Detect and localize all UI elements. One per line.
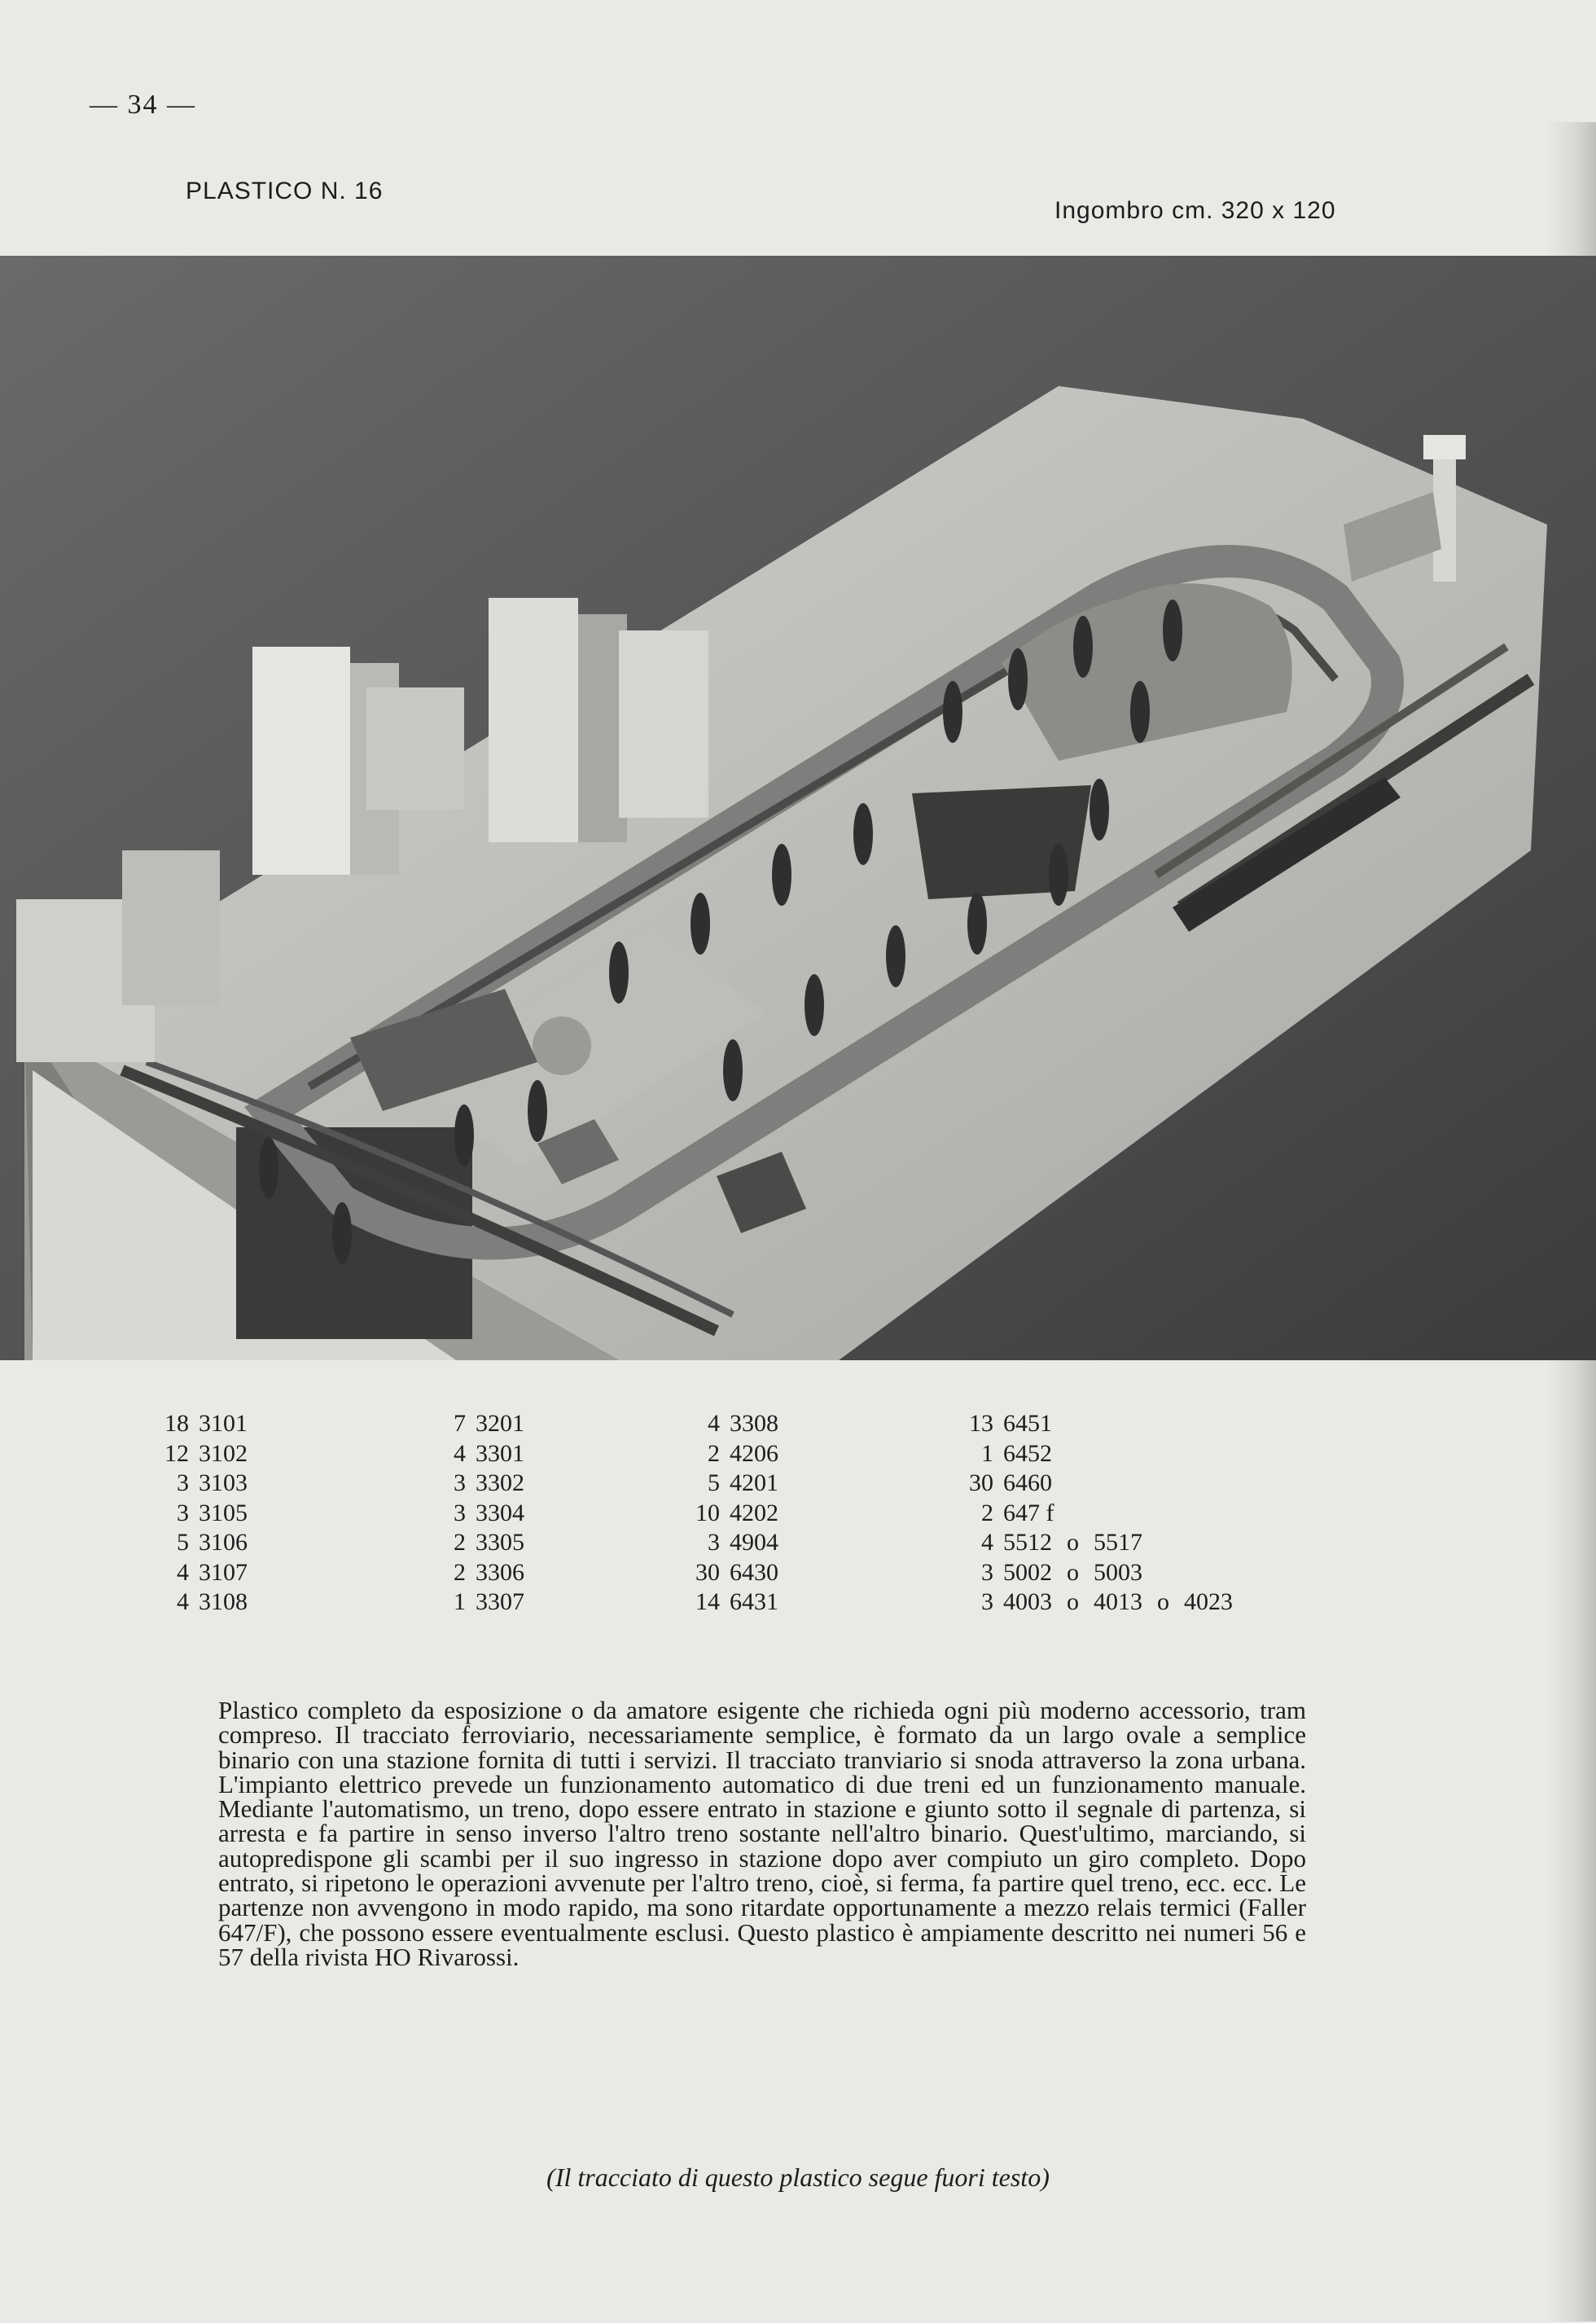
parts-column-2: [423, 1409, 524, 1618]
part-code: 3201: [476, 1410, 524, 1437]
part-code: 4201: [730, 1469, 778, 1496]
part-quantity: 4: [177, 1558, 189, 1586]
part-quantity: 2: [454, 1529, 466, 1556]
parts-row: [147, 1439, 248, 1469]
parts-row: [677, 1587, 778, 1618]
part-quantity: 4: [454, 1439, 466, 1467]
layout-description: [218, 1698, 1306, 1970]
parts-row: [423, 1587, 524, 1618]
page-number: — 34 —: [90, 90, 196, 120]
part-code: 3305: [476, 1529, 524, 1556]
part-code-alternative: 5517: [1094, 1529, 1142, 1556]
parts-column-4: [951, 1409, 1233, 1618]
part-code: 3102: [199, 1439, 248, 1467]
part-quantity: 4: [177, 1588, 189, 1615]
parts-row: [677, 1409, 778, 1439]
layout-dimensions: Ingombro cm. 320 x 120: [1054, 197, 1336, 224]
part-quantity: 4: [708, 1410, 720, 1437]
part-quantity: 1: [454, 1588, 466, 1615]
part-code: 6452: [1003, 1439, 1052, 1467]
parts-row: [677, 1439, 778, 1469]
part-code: 6451: [1003, 1410, 1052, 1437]
part-code: 3103: [199, 1469, 248, 1496]
parts-row: [951, 1409, 1233, 1439]
part-code: 3105: [199, 1499, 248, 1526]
part-quantity: 2: [981, 1499, 993, 1526]
footnote: (Il tracciato di questo plastico segue fuori testo): [546, 2163, 1050, 2192]
part-code: 6431: [730, 1588, 778, 1615]
part-quantity: 3: [708, 1529, 720, 1556]
alternative-separator: o: [1067, 1588, 1079, 1615]
parts-row: [677, 1558, 778, 1588]
part-code: 3108: [199, 1588, 248, 1615]
description-paragraph: Plastico completo da esposizione o da amatore esigente che richieda ogni più moderno accessorio, tram compreso. Il tracciato ferroviario, necessariamente semplice, è formato da un largo ovale a semplice binario con una stazione fornita di tutti i servizi. Il tracciato tranviario si snoda attraverso la zona urbana. L'impianto elettrico prevede un funzionamento automatico di due treni ed un funzionamento manuale. Mediante l'automatismo, un treno, dopo essere entrato in stazione e giunto sotto il segnale di partenza, si arresta e fa partire in senso inverso l'altro treno sostante nell'altro binario. Quest'ultimo, marciando, si autopredispone gli scambi per il suo ingresso in stazione dopo aver compiuto un giro completo. Dopo entrato, si ripetono le operazioni avvenute per l'altro treno, cioè, si ferma, fa partire quel treno, ecc. ecc. Le partenze non avvengono in modo rapido, ma sono ritardate opportunamente a mezzo relais termici (Faller 647/F), che possono essere eventualmente esclusi. Questo plastico è ampiamente descritto nei numeri 56 e 57 della rivista HO Rivarossi.: [218, 1696, 1306, 1971]
part-quantity: 5: [177, 1529, 189, 1556]
part-code-alternative: 4013: [1094, 1588, 1142, 1615]
part-quantity: 3: [177, 1469, 189, 1496]
part-code: 3301: [476, 1439, 524, 1467]
layout-model-photo: [0, 256, 1596, 1360]
parts-row: [951, 1558, 1233, 1588]
part-code: 5002: [1003, 1558, 1052, 1586]
parts-list-table: [0, 1409, 1596, 1621]
part-quantity: 30: [695, 1558, 720, 1586]
part-code: 6430: [730, 1558, 778, 1586]
part-quantity: 3: [454, 1499, 466, 1526]
part-quantity: 12: [164, 1439, 189, 1467]
part-quantity: 14: [695, 1588, 720, 1615]
parts-row: [423, 1439, 524, 1469]
part-quantity: 7: [454, 1410, 466, 1437]
part-code: 3304: [476, 1499, 524, 1526]
part-code-alternative: 4023: [1184, 1588, 1233, 1615]
parts-row: [951, 1587, 1233, 1618]
part-quantity: 10: [695, 1499, 720, 1526]
part-quantity: 18: [164, 1410, 189, 1437]
parts-row: [147, 1499, 248, 1529]
part-code: 3101: [199, 1410, 248, 1437]
part-code: 3306: [476, 1558, 524, 1586]
parts-row: [147, 1528, 248, 1558]
part-code: 4206: [730, 1439, 778, 1467]
alternative-separator: o: [1157, 1588, 1169, 1615]
part-code: 647 f: [1003, 1499, 1054, 1526]
plate-title: PLASTICO N. 16: [186, 178, 384, 204]
part-code: 5512: [1003, 1529, 1052, 1556]
parts-column-3: [677, 1409, 778, 1618]
part-quantity: 30: [969, 1469, 993, 1496]
part-code: 4003: [1003, 1588, 1052, 1615]
part-quantity: 1: [981, 1439, 993, 1467]
part-code: 3307: [476, 1588, 524, 1615]
parts-column-1: [147, 1409, 248, 1618]
part-quantity: 4: [981, 1529, 993, 1556]
alternative-separator: o: [1067, 1558, 1079, 1586]
part-code: 3308: [730, 1410, 778, 1437]
part-quantity: 3: [177, 1499, 189, 1526]
part-quantity: 2: [708, 1439, 720, 1467]
part-code: 3107: [199, 1558, 248, 1586]
part-quantity: 13: [969, 1410, 993, 1437]
parts-row: [147, 1469, 248, 1499]
parts-row: [423, 1469, 524, 1499]
parts-row: [951, 1528, 1233, 1558]
parts-row: [147, 1587, 248, 1618]
part-code: 4202: [730, 1499, 778, 1526]
parts-row: [147, 1558, 248, 1588]
part-quantity: 2: [454, 1558, 466, 1586]
parts-row: [423, 1528, 524, 1558]
part-quantity: 5: [708, 1469, 720, 1496]
alternative-separator: o: [1067, 1529, 1079, 1556]
parts-row: [423, 1499, 524, 1529]
parts-row: [677, 1528, 778, 1558]
parts-row: [951, 1499, 1233, 1529]
parts-row: [423, 1409, 524, 1439]
parts-row: [951, 1469, 1233, 1499]
part-code: 6460: [1003, 1469, 1052, 1496]
parts-row: [147, 1409, 248, 1439]
part-code: 3302: [476, 1469, 524, 1496]
part-quantity: 3: [981, 1558, 993, 1586]
part-quantity: 3: [981, 1588, 993, 1615]
part-quantity: 3: [454, 1469, 466, 1496]
parts-row: [677, 1469, 778, 1499]
part-code-alternative: 5003: [1094, 1558, 1142, 1586]
part-code: 4904: [730, 1529, 778, 1556]
parts-row: [951, 1439, 1233, 1469]
parts-row: [677, 1499, 778, 1529]
part-code: 3106: [199, 1529, 248, 1556]
parts-row: [423, 1558, 524, 1588]
